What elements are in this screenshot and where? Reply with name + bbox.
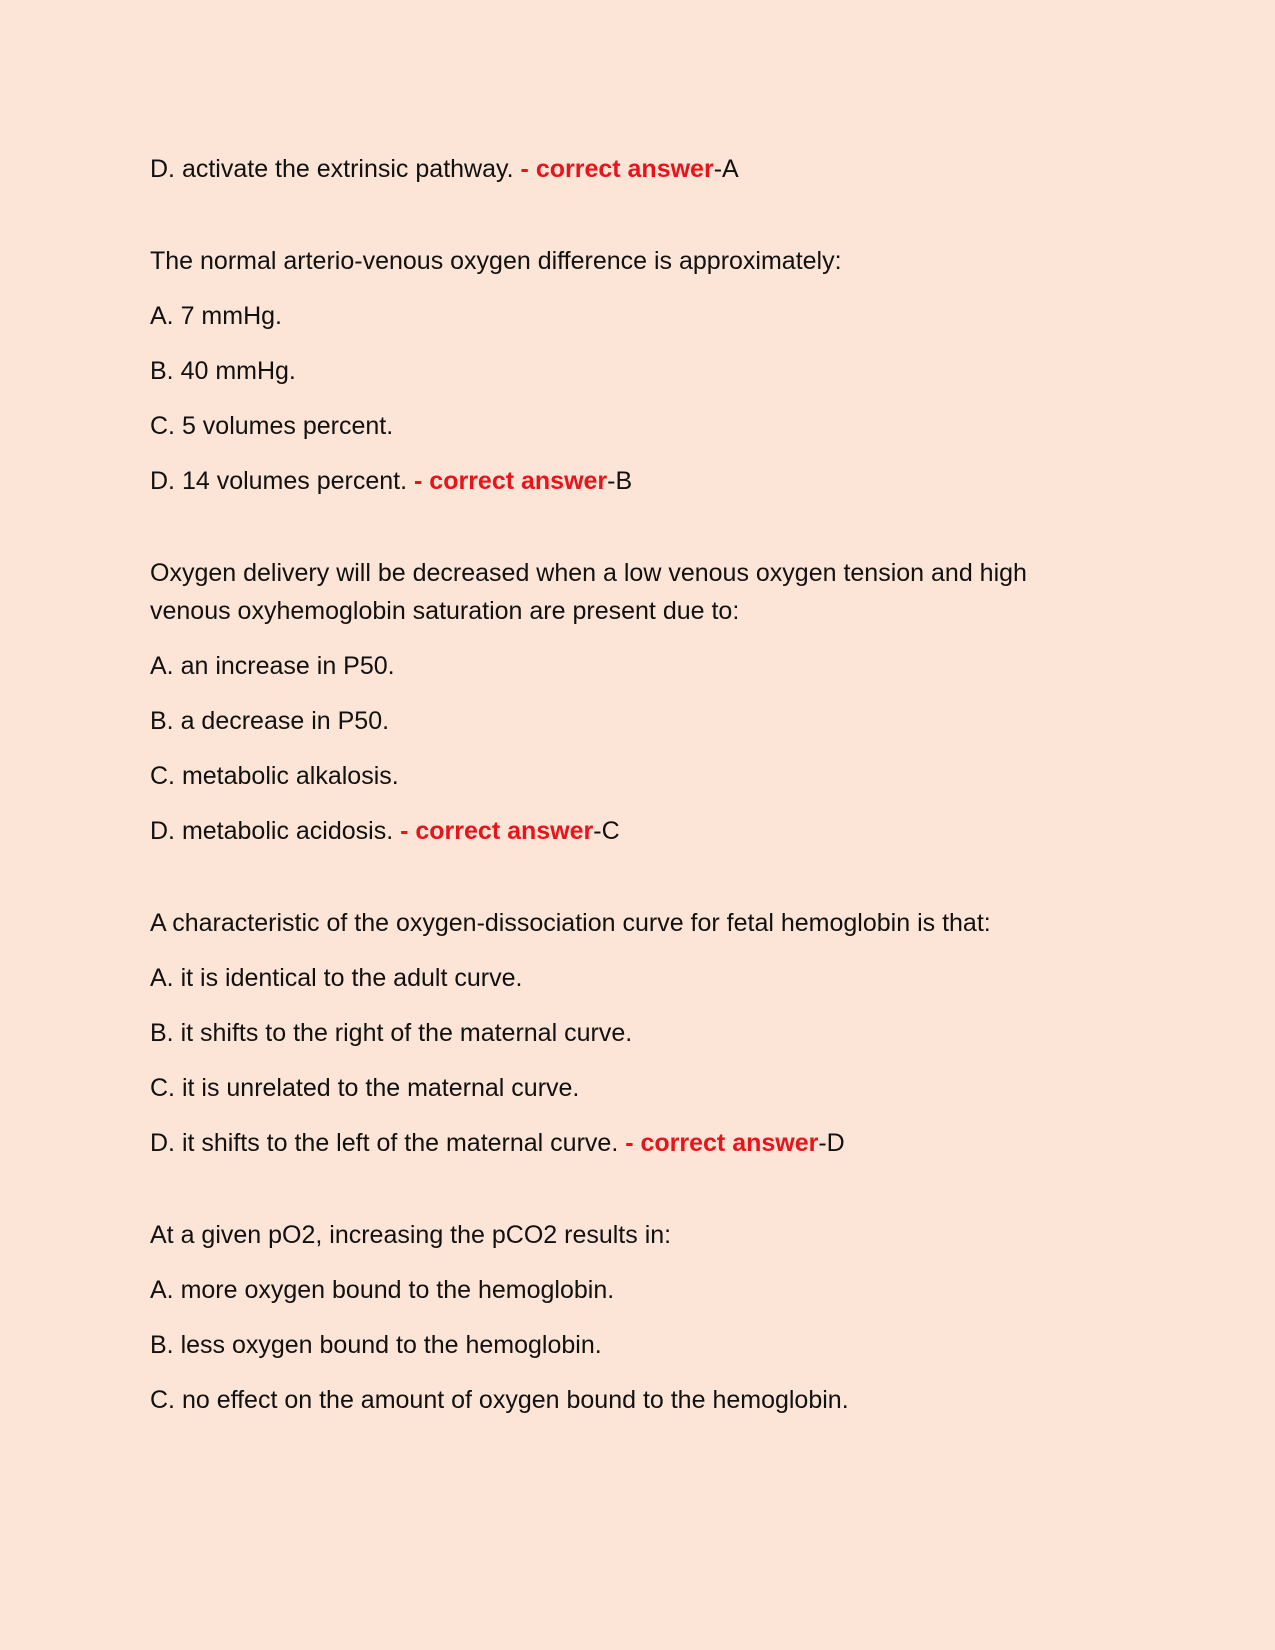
correct-answer-marker: - correct answer [400,817,594,845]
question-block [150,554,1150,850]
option-a: A. more oxygen bound to the hemoglobin. [150,1276,615,1304]
option-c: C. it is unrelated to the maternal curve. [150,1074,580,1102]
answer-letter: -C [593,817,620,845]
option-b: B. 40 mmHg. [150,357,296,385]
option-a: A. an increase in P50. [150,652,395,680]
option-a: A. it is identical to the adult curve. [150,964,523,992]
option-d: D. metabolic acidosis. [150,817,401,845]
question-text: The normal arterio-venous oxygen difference is approximately: [150,247,842,275]
answer-letter: -D [818,1129,845,1157]
answer-line [150,462,1150,500]
option-c: C. no effect on the amount of oxygen bound to the hemoglobin. [150,1386,849,1414]
option-b: B. a decrease in P50. [150,707,390,735]
question-block [150,242,1150,500]
question-block [150,1216,1150,1419]
option-b: B. less oxygen bound to the hemoglobin. [150,1331,602,1359]
question-text-line-2: venous oxyhemoglobin saturation are present due to: [150,597,740,625]
correct-answer-marker: - correct answer [414,467,608,495]
question-block [150,904,1150,1162]
question-text-line-1: Oxygen delivery will be decreased when a low venous oxygen tension and high [150,559,1027,587]
correct-answer-marker: - correct answer [520,155,714,183]
question-text: At a given pO2, increasing the pCO2 results in: [150,1221,672,1249]
option-a: A. 7 mmHg. [150,302,282,330]
option-c: C. metabolic alkalosis. [150,762,399,790]
correct-answer-marker: - correct answer [625,1129,819,1157]
option-d: D. it shifts to the left of the maternal curve. [150,1129,626,1157]
answer-line [150,150,1150,188]
option-text: D. activate the extrinsic pathway. [150,155,521,183]
question-text: A characteristic of the oxygen-dissociation curve for fetal hemoglobin is that: [150,909,991,937]
option-d: D. 14 volumes percent. [150,467,415,495]
answer-letter: -A [713,155,739,183]
answer-line [150,812,1150,850]
option-b: B. it shifts to the right of the maternal curve. [150,1019,633,1047]
answer-letter: -B [607,467,633,495]
answer-line [150,1124,1150,1162]
document-page [150,150,1150,1419]
option-c: C. 5 volumes percent. [150,412,394,440]
